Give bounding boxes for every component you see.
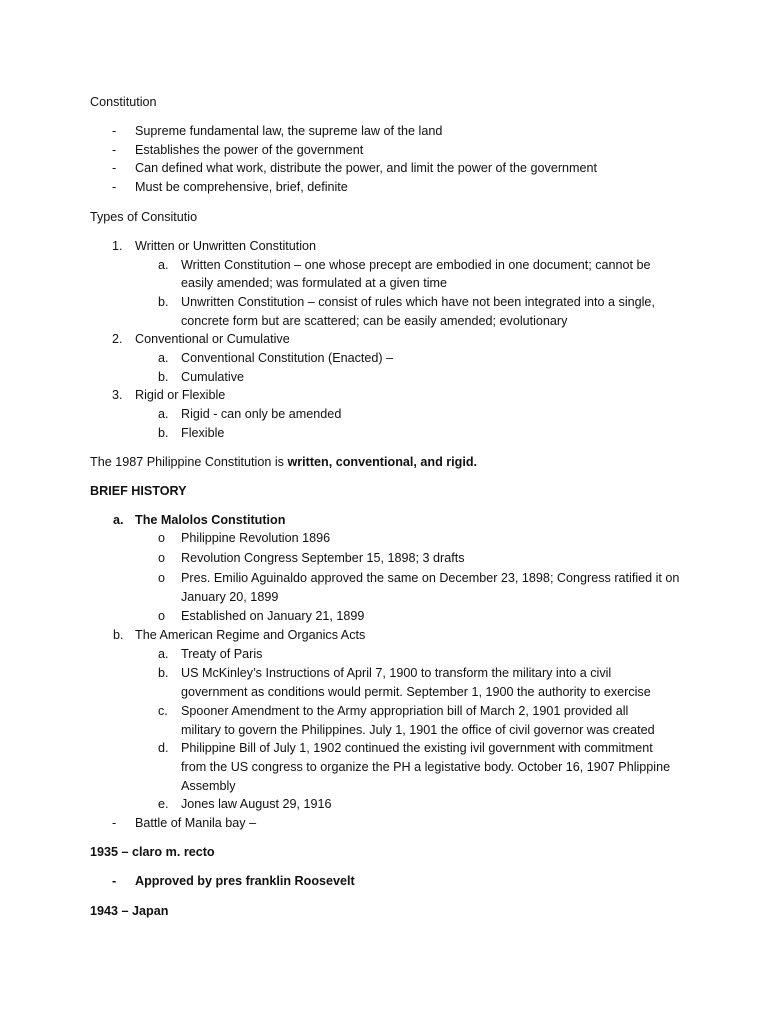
sub-marker: e. <box>158 797 169 811</box>
list-number: 3. <box>112 388 123 402</box>
sub-item-line: military to govern the Philippines. July 1, 1901 the office of civil governor was created <box>181 723 655 737</box>
sub-item-line: government as conditions would permit. September 1, 1900 the authority to exercise <box>181 685 651 699</box>
sub-item-line: from the US congress to organize the PH a legistative body. October 16, 1907 Phlippine <box>181 760 671 774</box>
sub-item-line: US McKinley’s Instructions of April 7, 1900 to transform the military into a civil <box>181 666 612 680</box>
sub-marker: a. <box>158 258 169 272</box>
sub-item-line: Spooner Amendment to the Army appropriation bill of March 2, 1901 provided all <box>181 704 629 718</box>
definition-item: Supreme fundamental law, the supreme law of the land <box>135 124 443 138</box>
heading-1935: 1935 – claro m. recto <box>90 845 215 859</box>
section-title-malolos: The Malolos Constitution <box>135 513 286 527</box>
sub-item-line: Jones law August 29, 1916 <box>181 797 332 811</box>
dash-marker: - <box>112 816 117 830</box>
summary-sentence <box>90 454 477 470</box>
dash-marker: - <box>112 143 117 157</box>
list-number: 2. <box>112 332 123 346</box>
heading-types: Types of Consitutio <box>90 210 198 224</box>
sub-item-line: Flexible <box>181 426 225 440</box>
sub-item-line: Written Constitution – one whose precept are embodied in one document; cannot be <box>181 258 651 272</box>
sub-marker: b. <box>158 666 169 680</box>
dash-marker: - <box>112 180 117 194</box>
sub-item-line: Conventional Constitution (Enacted) – <box>181 351 394 365</box>
bullet-marker: o <box>158 551 166 565</box>
sub-marker: d. <box>158 741 169 755</box>
sub-marker: c. <box>158 704 168 718</box>
dash-marker: - <box>112 124 117 138</box>
heading-constitution: Constitution <box>90 95 157 109</box>
summary-prefix: The 1987 Philippine Constitution is <box>90 455 288 469</box>
bullet-item-line: Revolution Congress September 15, 1898; 3 drafts <box>181 551 465 565</box>
sub-item-line: concrete form but are scattered; can be easily amended; evolutionary <box>181 314 568 328</box>
list-letter: b. <box>113 628 124 642</box>
definition-item: Establishes the power of the government <box>135 143 364 157</box>
sub-marker: a. <box>158 351 169 365</box>
section-title-american: The American Regime and Organics Acts <box>135 628 366 642</box>
sub-item-line: Assembly <box>181 779 236 793</box>
type-item: Conventional or Cumulative <box>135 332 290 346</box>
definition-item: Can defined what work, distribute the power, and limit the power of the government <box>135 161 598 175</box>
sub-item-line: Philippine Bill of July 1, 1902 continued the existing ivil government with commitment <box>181 741 653 755</box>
heading-1943: 1943 – Japan <box>90 904 169 918</box>
bullet-item-line: Philippine Revolution 1896 <box>181 531 331 545</box>
definition-item: Must be comprehensive, brief, definite <box>135 180 348 194</box>
dash-marker: - <box>112 874 117 888</box>
sub-marker: b. <box>158 295 169 309</box>
summary-bold: written, conventional, and rigid. <box>287 455 478 469</box>
sub-item-line: Cumulative <box>181 370 244 384</box>
bullet-item-line: Established on January 21, 1899 <box>181 609 365 623</box>
bullet-marker: o <box>158 571 166 585</box>
sub-item-line: easily amended; was formulated at a given time <box>181 276 448 290</box>
roosevelt-item: Approved by pres franklin Roosevelt <box>135 874 355 888</box>
type-item: Written or Unwritten Constitution <box>135 239 317 253</box>
bullet-item-line: Pres. Emilio Aguinaldo approved the same on December 23, 1898; Congress ratified it on <box>181 571 680 585</box>
heading-brief-history: BRIEF HISTORY <box>90 484 187 498</box>
sub-marker: b. <box>158 370 169 384</box>
dash-marker: - <box>112 161 117 175</box>
type-item: Rigid or Flexible <box>135 388 226 402</box>
sub-marker: a. <box>158 407 169 421</box>
bullet-item-line: January 20, 1899 <box>181 590 279 604</box>
bullet-marker: o <box>158 531 166 545</box>
bullet-marker: o <box>158 609 166 623</box>
sub-item-line: Unwritten Constitution – consist of rules which have not been integrated into a single, <box>181 295 655 309</box>
sub-marker: b. <box>158 426 169 440</box>
battle-item: Battle of Manila bay – <box>135 816 257 830</box>
list-number: 1. <box>112 239 123 253</box>
list-letter: a. <box>113 513 124 527</box>
sub-item-line: Treaty of Paris <box>181 647 263 661</box>
sub-marker: a. <box>158 647 169 661</box>
sub-item-line: Rigid - can only be amended <box>181 407 342 421</box>
